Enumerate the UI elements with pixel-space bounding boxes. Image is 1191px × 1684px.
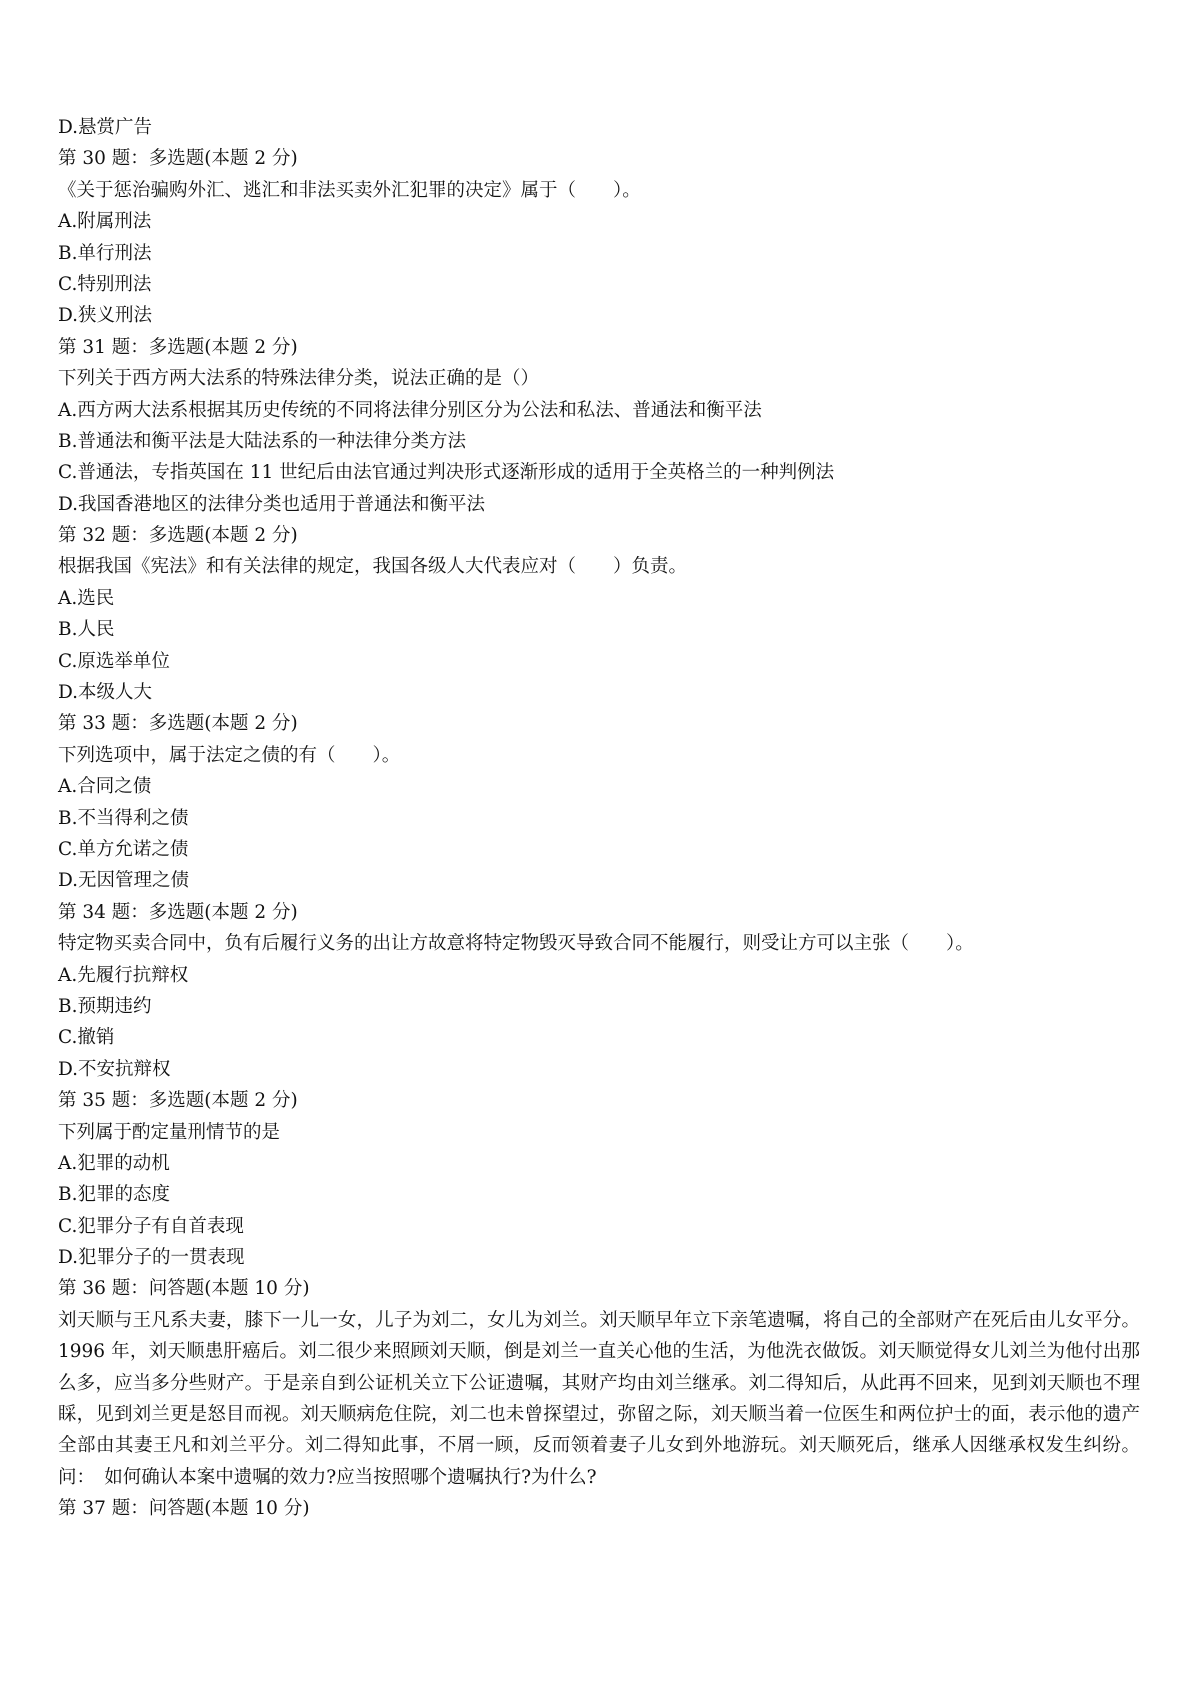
- q35-option-d: D.犯罪分子的一贯表现: [58, 1247, 245, 1269]
- q30-option-d: D.狭义刑法: [58, 305, 153, 327]
- q31-option-b: B.普通法和衡平法是大陆法系的一种法律分类方法: [58, 430, 466, 452]
- q33-header: 第 33 题：多选题(本题 2 分): [58, 713, 298, 735]
- q34-option-d: D.不安抗辩权: [58, 1058, 171, 1080]
- q31-header: 第 31 题：多选题(本题 2 分): [58, 336, 298, 358]
- q32-option-c: C.原选举单位: [58, 650, 170, 672]
- q36-case-paragraph: 刘天顺与王凡系夫妻，膝下一儿一女，儿子为刘二，女儿为刘兰。刘天顺早年立下亲笔遗嘱，将自己的全部财产在死后由儿女平分。1996 年，刘天顺患肝癌后。刘二很少来照顾刘天顺，倒是刘兰一直关心他的生活，为他洗衣做饭。刘天顺觉得女儿刘兰为他付出那么多，应当多分些财产。于是亲自到公证机关立下公证遗嘱，其财产均由刘兰继承。刘二得知后，从此再不回来，见到刘天顺也不理睬，见到刘兰更是怒目而视。刘天顺病危住院，刘二也未曾探望过，弥留之际，刘天顺当着一位医生和两位护士的面，表示他的遗产全部由其妻王凡和刘兰平分。刘二得知此事，不屑一顾，反而领着妻子儿女到外地游玩。刘天顺死后，继承人因继承权发生纠纷。问： 如何确认本案中遗嘱的效力?应当按照哪个遗嘱执行?为什么?: [58, 1309, 1140, 1488]
- q31-option-c: C.普通法，专指英国在 11 世纪后由法官通过判决形式逐渐形成的适用于全英格兰的一种判例法: [58, 462, 835, 484]
- q34-stem: 特定物买卖合同中，负有后履行义务的出让方故意将特定物毁灭导致合同不能履行，则受让方可以主张（ ）。: [58, 933, 974, 955]
- q35-header: 第 35 题：多选题(本题 2 分): [58, 1090, 298, 1112]
- q32-option-a: A.选民: [58, 587, 115, 609]
- q35-option-c: C.犯罪分子有自首表现: [58, 1215, 244, 1237]
- q32-header: 第 32 题：多选题(本题 2 分): [58, 525, 298, 547]
- q34-option-b: B.预期违约: [58, 995, 152, 1017]
- q30-option-a: A.附属刑法: [58, 211, 152, 233]
- q29-option-d: D.悬赏广告: [58, 117, 153, 138]
- q32-option-b: B.人民: [58, 619, 115, 641]
- q33-option-d: D.无因管理之债: [58, 870, 190, 892]
- exam-page: [58, 112, 1140, 1525]
- q37-header: 第 37 题：问答题(本题 10 分): [58, 1498, 310, 1520]
- q33-option-c: C.单方允诺之债: [58, 838, 189, 860]
- q35-option-a: A.犯罪的动机: [58, 1152, 170, 1174]
- q34-header: 第 34 题：多选题(本题 2 分): [58, 901, 298, 923]
- q30-option-c: C.特别刑法: [58, 273, 152, 295]
- q31-option-a: A.西方两大法系根据其历史传统的不同将法律分别区分为公法和私法、普通法和衡平法: [58, 399, 762, 421]
- q34-option-c: C.撤销: [58, 1027, 115, 1049]
- q34-option-a: A.先履行抗辩权: [58, 964, 189, 986]
- q33-stem: 下列选项中，属于法定之债的有（ ）。: [58, 744, 401, 766]
- q31-stem: 下列关于西方两大法系的特殊法律分类，说法正确的是（）: [58, 368, 540, 390]
- q30-header: 第 30 题：多选题(本题 2 分): [58, 148, 298, 170]
- q30-option-b: B.单行刑法: [58, 242, 152, 264]
- q32-option-d: D.本级人大: [58, 682, 153, 704]
- q35-stem: 下列属于酌定量刑情节的是: [58, 1121, 281, 1143]
- q32-stem: 根据我国《宪法》和有关法律的规定，我国各级人大代表应对（ ）负责。: [58, 556, 688, 578]
- q36-header: 第 36 题：问答题(本题 10 分): [58, 1278, 310, 1300]
- q31-option-d: D.我国香港地区的法律分类也适用于普通法和衡平法: [58, 493, 486, 515]
- q30-stem: 《关于惩治骗购外汇、逃汇和非法买卖外汇犯罪的决定》属于（ ）。: [58, 179, 641, 201]
- q33-option-b: B.不当得利之债: [58, 807, 189, 829]
- q35-option-b: B.犯罪的态度: [58, 1184, 170, 1206]
- q33-option-a: A.合同之债: [58, 776, 152, 798]
